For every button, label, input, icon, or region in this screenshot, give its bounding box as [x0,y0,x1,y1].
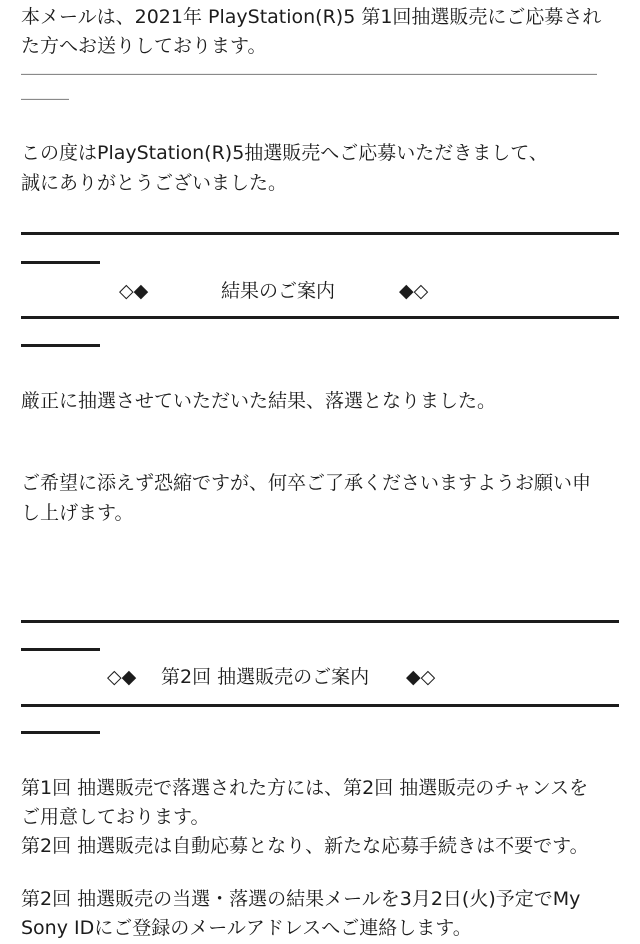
section-rule-bottom-1 [21,316,619,319]
thin-divider-line-1: ―――――――――――――――――――――――――――――――――――― [21,64,597,83]
section-rule-top-2 [21,620,619,623]
second-body-line-5: Sony IDにご登録のメールアドレスへご連絡します。 [21,917,472,939]
second-body-line-2: ご用意しております。 [21,806,210,828]
second-section-title: 第2回 抽選販売のご案内 [161,666,370,688]
section-rule-top-2-tail [21,648,100,651]
thin-divider-line-2: ――― [21,89,69,108]
thanks-line-1: この度はPlayStation(R)5抽選販売へご応募いただきまして、 [21,142,548,164]
second-body-line-3: 第2回 抽選販売は自動応募となり、新たな応募手続きは不要です。 [21,835,589,857]
heading-marks-right: ◆◇ [399,280,429,302]
intro-line-1: 本メールは、2021年 PlayStation(R)5 第1回抽選販売にご応募され [21,6,602,28]
apology-line-1: ご希望に添えず恐縮ですが、何卒ご了承くださいますようお願い申 [21,472,592,494]
section-rule-top-1 [21,232,619,235]
thanks-line-2: 誠にありがとうございました。 [21,172,288,194]
second-body-line-4: 第2回 抽選販売の当選・落選の結果メールを3月2日(火)予定でMy [21,888,581,910]
heading-marks-right-2: ◆◇ [406,666,436,688]
section-rule-bottom-1-tail [21,344,100,347]
heading-marks-left-2: ◇◆ [107,666,137,688]
apology-line-2: し上げます。 [21,502,134,524]
section-rule-bottom-2-tail [21,731,100,734]
section-rule-top-1-tail [21,261,100,264]
second-body-line-1: 第1回 抽選販売で落選された方には、第2回 抽選販売のチャンスを [21,777,589,799]
result-line: 厳正に抽選させていただいた結果、落選となりました。 [21,390,497,412]
section-rule-bottom-2 [21,704,619,707]
heading-marks-left: ◇◆ [119,280,149,302]
intro-line-2: た方へお送りしております。 [21,35,267,57]
result-section-title: 結果のご案内 [221,280,336,302]
